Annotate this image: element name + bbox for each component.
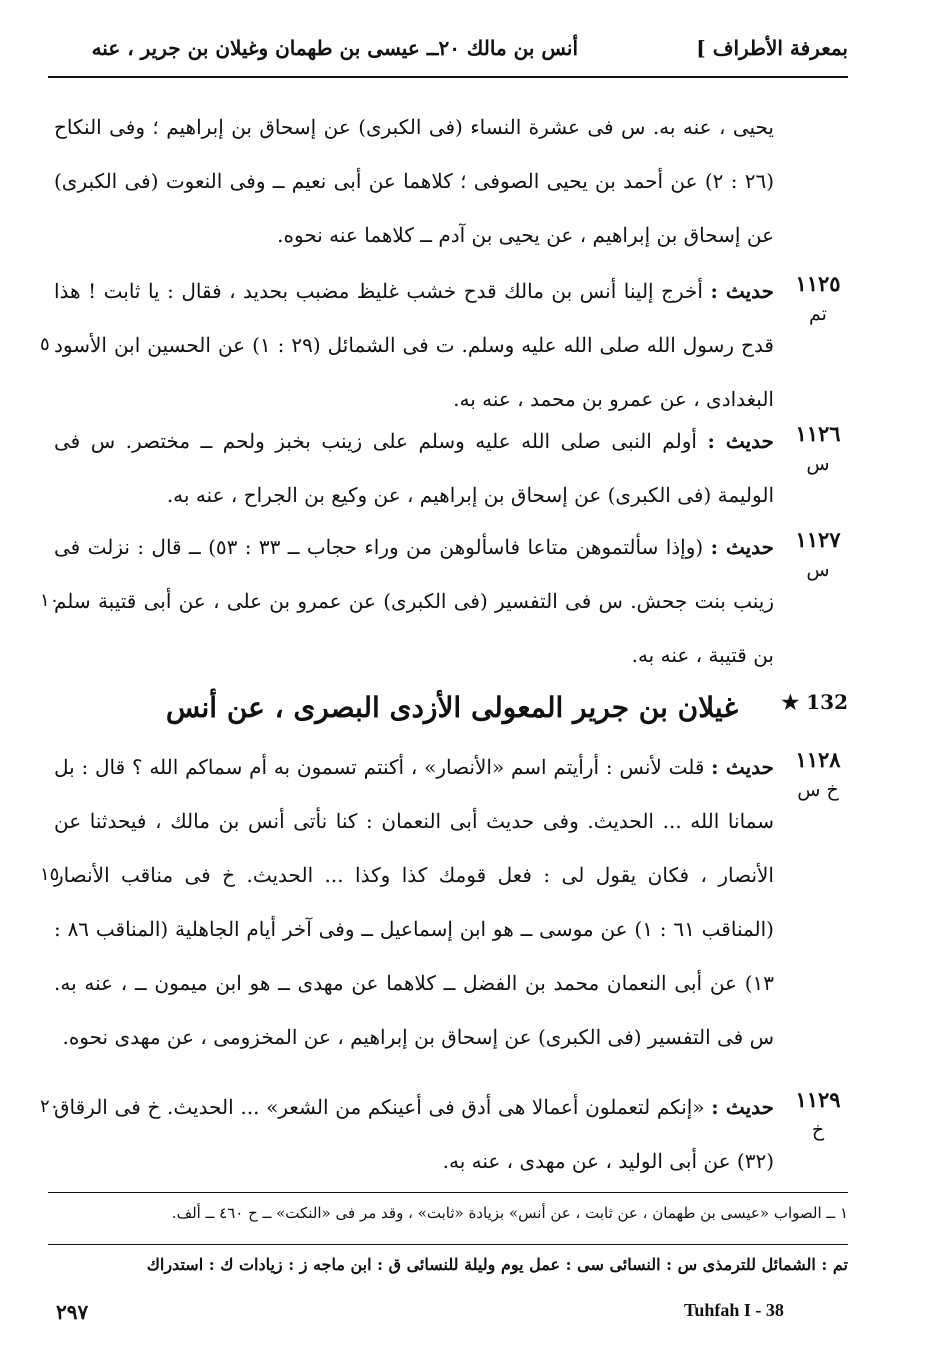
running-head-right: بمعرفة الأطراف ] bbox=[696, 36, 848, 60]
line-number: ١٥ bbox=[40, 864, 60, 885]
intro-paragraph bbox=[48, 100, 848, 270]
section-heading bbox=[48, 680, 848, 736]
entry-text: (وإذا سألتموهن متاعا فاسألوهن من وراء حجاب ــ ٣٣ : ٥٣) ــ قال : نزلت فى زينب بنت جحش. س فى التفسير (فى الكبرى) عن عمرو بن على ، عن أبى قتيبة سلم بن قتيبة ، عنه به. bbox=[54, 535, 774, 667]
section-number: 132 ★ bbox=[781, 690, 848, 714]
entry-keyword: حديث : bbox=[710, 535, 775, 559]
entry-keyword: حديث : bbox=[711, 1095, 774, 1119]
entry-sigla: تم bbox=[809, 303, 827, 325]
entry-1125 bbox=[40, 264, 848, 424]
abbreviations-rule bbox=[48, 1244, 848, 1245]
entry-text: أخرج إلينا أنس بن مالك قدح خشب غليظ مضبب بحديد ، فقال : يا ثابت ! هذا قدح رسول الله صلى الله عليه وسلم. ت فى الشمائل (٢٩ : ١) عن الحسين ابن الأسود البغدادى ، عن عمرو بن محمد ، عنه به. bbox=[54, 279, 774, 411]
entry-1129 bbox=[40, 1080, 848, 1190]
line-number: ٢٠ bbox=[40, 1096, 60, 1117]
entry-number: ١١٢٩ bbox=[795, 1087, 841, 1112]
entry-text: أولم النبى صلى الله عليه وسلم على زينب بخبز ولحم ــ مختصر. س فى الوليمة (فى الكبرى) عن إسحاق بن إبراهيم ، عن وكيع بن الجراح ، عنه به. bbox=[54, 429, 774, 507]
footnote: ١ ــ الصواب «عيسى بن طهمان ، عن ثابت ، عن أنس» بزيادة «ثابت» ، وقد مر فى «النكت» ــ ح ٤٦٠ ــ ألف. bbox=[171, 1204, 848, 1222]
entry-text: «إنكم لتعملون أعمالا هى أدق فى أعينكم من الشعر» ... الحديث. خ فى الرقاق (٣٢) عن أبى الوليد ، عن مهدى ، عنه به. bbox=[54, 1095, 774, 1173]
entry-keyword: حديث : bbox=[707, 429, 774, 453]
intro-text: يحيى ، عنه به. س فى عشرة النساء (فى الكبرى) عن إسحاق بن إبراهيم ؛ وفى النكاح (٢٦ : ٢) عن أحمد بن يحيى الصوفى ؛ كلاهما عن أبى نعيم ــ وفى النعوت (فى الكبرى) عن إسحاق بن إبراهيم ، عن يحيى بن آدم ــ كلاهما عنه نحوه. bbox=[54, 115, 775, 247]
footnote-rule bbox=[48, 1192, 848, 1193]
entry-number: ١١٢٨ bbox=[795, 747, 841, 772]
entry-number: ١١٢٥ bbox=[795, 271, 841, 296]
section-title: غيلان بن جرير المعولى الأزدى البصرى ، عن أنس bbox=[165, 691, 738, 724]
entry-keyword: حديث : bbox=[710, 279, 774, 303]
page-number: ٢٩٧ bbox=[56, 1300, 89, 1324]
entry-number: ١١٢٦ bbox=[795, 421, 841, 446]
entry-sigla: س bbox=[806, 559, 830, 581]
entry-1126 bbox=[48, 414, 848, 522]
line-number: ١٠ bbox=[40, 590, 60, 611]
entry-number: ١١٢٧ bbox=[795, 527, 841, 552]
abbreviations-key: تم : الشمائل للترمذى س : النسائى سى : عمل يوم وليلة للنسائى ق : ابن ماجه ز : زيادات ك : استدراك bbox=[146, 1255, 848, 1274]
entry-keyword: حديث : bbox=[711, 755, 774, 779]
line-number: ٥ bbox=[40, 334, 50, 355]
running-head bbox=[48, 28, 848, 68]
running-head-center: أنس بن مالك ٢٠ــ عيسى بن طهمان وغيلان بن جرير ، عنه bbox=[91, 36, 578, 60]
printer-signature: Tuhfah I - 38 bbox=[684, 1300, 784, 1320]
entry-sigla: خ bbox=[811, 1119, 825, 1141]
entry-text: قلت لأنس : أرأيتم اسم «الأنصار» ، أكنتم تسمون به أم سماكم الله ؟ قال : بل سمانا الله ... الحديث. وفى حديث أبى النعمان : كنا نأتى أنس بن مالك ، فيحدثنا عن الأنصار ، فكان يقول لى : فعل قومك كذا وكذا ... الحديث. خ فى مناقب الأنصار (المناقب ٦١ : ١) عن موسى ــ هو ابن إسماعيل ــ وفى آخر أيام الجاهلية (المناقب ٨٦ : ١٣) عن أبى النعمان محمد بن الفضل ــ كلاهما عن مهدى ــ هو ابن ميمون ــ ، عنه به. س فى التفسير (فى الكبرى) عن إسحاق بن إبراهيم ، عن المخزومى ، عن مهدى نحوه. bbox=[54, 755, 774, 1049]
entry-sigla: خ س bbox=[797, 779, 839, 801]
header-rule bbox=[48, 76, 848, 78]
entry-sigla: س bbox=[806, 453, 830, 475]
entry-1127 bbox=[40, 520, 848, 680]
entry-1128 bbox=[40, 740, 848, 1080]
